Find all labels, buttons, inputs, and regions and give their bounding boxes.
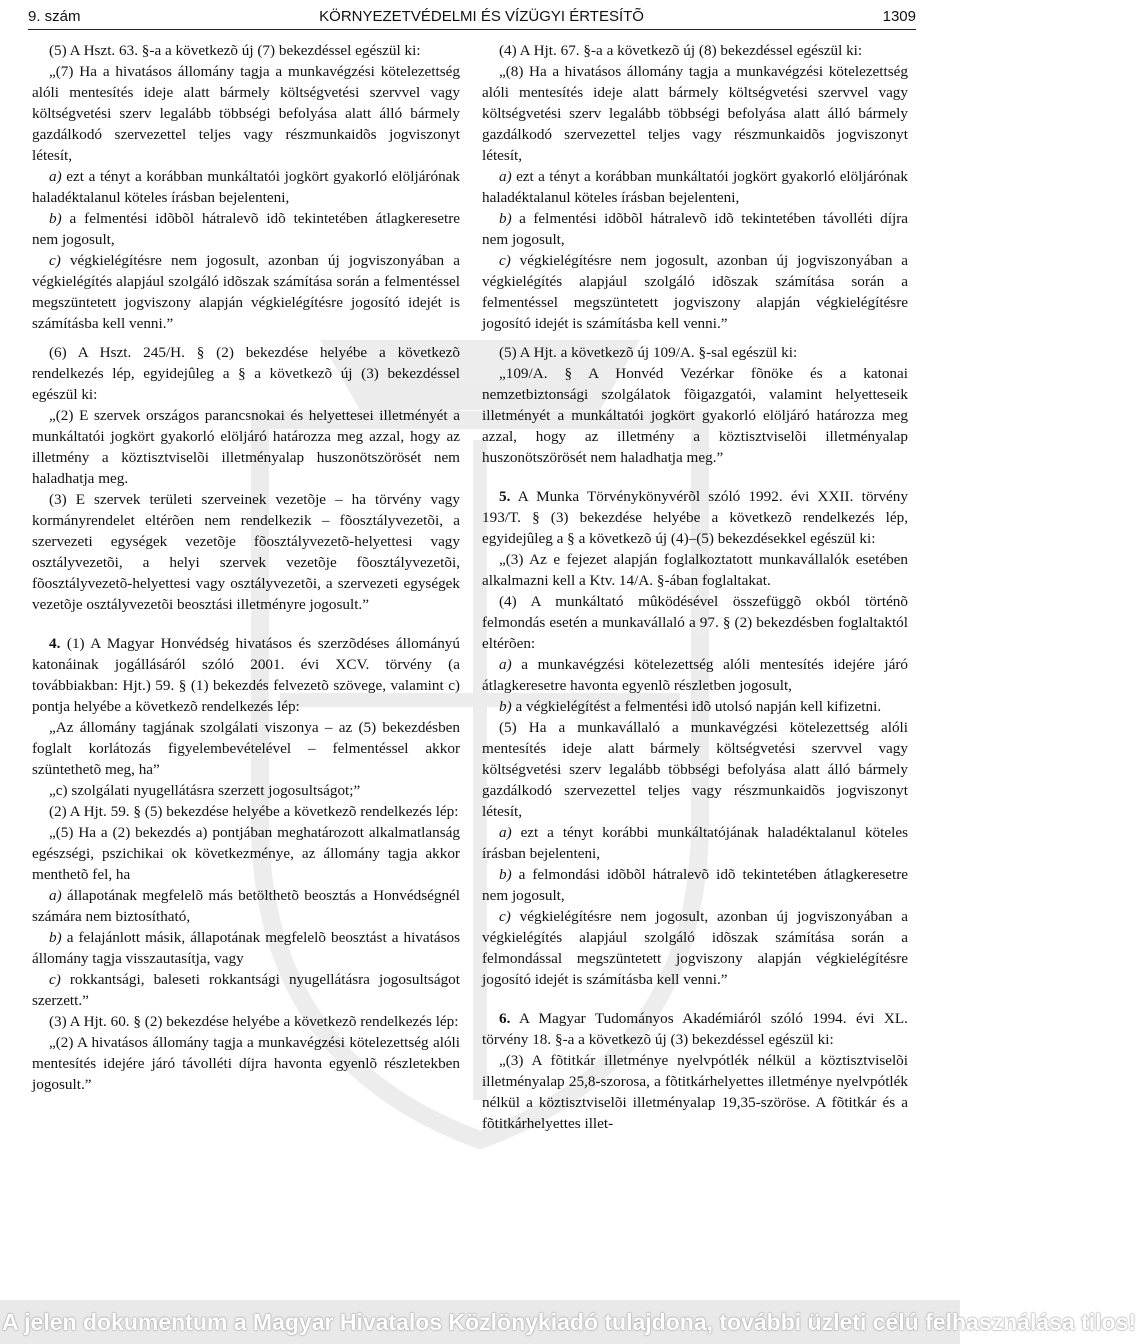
point-label: a) (499, 168, 512, 185)
paragraph (482, 363, 908, 468)
paragraph-text: rokkantsági, baleseti rokkantsági nyugellátásra jogosultságot szerzett.” (32, 971, 460, 1009)
point-label: b) (499, 210, 512, 227)
page-header (28, 4, 916, 28)
paragraph-text: „Az állomány tagjának szolgálati viszonya – az (5) bekezdésben foglalt korlátozás figyelembevételével – felmentéssel akkor szüntethetõ meg, ha” (32, 719, 460, 778)
paragraph (482, 717, 908, 822)
point-label: c) (499, 908, 511, 925)
paragraph-text: a felmentési idõbõl hátralevõ idõ tekintetében távolléti díjra nem jogosult, (482, 210, 908, 248)
issue-number: 9. szám (28, 7, 81, 25)
point-label: a) (49, 168, 62, 185)
paragraph-text: (5) Ha a munkavállaló a munkavégzési kötelezettség alóli mentesítés ideje alatt bármely költségvetési szervvel vagy költségvetési szerv legalább többségi befolyása alatt álló bármely gazdálkodó szervezettel teljes vagy részmunkaidõs jogviszonyt létesít, (482, 719, 908, 820)
paragraph (482, 166, 908, 208)
paragraph-text: (2) A Hjt. 59. § (5) bekezdése helyébe a következõ rendelkezés lép: (49, 803, 459, 820)
left-column (32, 40, 460, 1284)
paragraph (32, 885, 460, 927)
point-label: b) (499, 698, 512, 715)
point-label: a) (499, 656, 512, 673)
paragraph-text: a felajánlott másik, állapotának megfelelõ beosztást a hivatásos állomány tagja visszautasítja, vagy (32, 929, 460, 967)
point-label: a) (499, 824, 512, 841)
paragraph-text: (5) A Hjt. a következõ új 109/A. §-sal egészül ki: (499, 344, 798, 361)
right-column (482, 40, 908, 1284)
paragraph-text: „(2) E szervek országos parancsnokai és helyettesei illetményét a munkáltatói jogkört gyakorló elöljáró határozza meg azzal, hogy az illetmény a köztisztviselõi illetményalap huszonötszörösét nem haladhatja meg. (32, 407, 460, 487)
point-label: b) (499, 866, 512, 883)
paragraph-text: (4) A munkáltató mûködésével összefüggõ okból történõ felmondás esetén a munkavállaló a 97. § (2) bekezdésben foglaltaktól eltérõen: (482, 593, 908, 652)
paragraph (32, 250, 460, 334)
paragraph-text: állapotának megfelelõ más betölthetõ beosztás a Honvédségnél számára nem biztosítható, (32, 887, 461, 925)
paragraph (32, 780, 460, 801)
paragraph (32, 633, 460, 717)
paragraph-text: „c) szolgálati nyugellátásra szerzett jogosultságot;” (49, 782, 361, 799)
paragraph-text: (3) E szervek területi szerveinek vezetõje – ha törvény vagy kormányrendelet eltérõen nem rendelkezik – fõosztályvezetõi, a szervezeti egységek vezetõje fõosztályvezetõ-helyettesi vagy osztályvezetõi, a helyi szervek vezetõje fõosztályvezetõi, fõosztályvezetõ-helyettesi vagy osztályvezetõi, a szervezeti egységek vezetõje osztályvezetõi beosztási illetményre jogosult.” (32, 491, 460, 613)
paragraph-text: „(3) Az e fejezet alapján foglalkoztatott munkavállalók esetében alkalmazni kell a Ktv. 14/A. §-ában foglaltakat. (482, 551, 908, 589)
paragraph (482, 250, 908, 334)
paragraph-text: ezt a tényt a korábban munkáltatói jogkört gyakorló elöljárónak haladéktalanul köteles írásban bejelenteni, (482, 168, 909, 206)
paragraph (482, 342, 908, 363)
paragraph-text: A Munka Törvénykönyvérõl szóló 1992. évi XXII. törvény 193/T. § (3) bekezdése helyébe a következõ rendelkezés lép, egyidejûleg a § a következõ új (4)–(5) bekezdésekkel egészül ki: (482, 488, 908, 547)
paragraph-text: a végkielégítést a felmentési idõ utolsó napján kell kifizetni. (515, 698, 882, 715)
paragraph (482, 696, 908, 717)
copyright-banner: A jelen dokumentum a Magyar Hivatalos Közlönykiadó tulajdona, további üzleti célú felhasználása tilos! (0, 1300, 960, 1344)
point-label: c) (49, 971, 61, 988)
section-number: 6. (499, 1010, 511, 1027)
paragraph (32, 405, 460, 489)
paragraph (482, 208, 908, 250)
paragraph (482, 591, 908, 654)
paragraph (482, 61, 908, 166)
paragraph (32, 342, 460, 405)
paragraph-text: végkielégítésre nem jogosult, azonban új jogviszonyában a végkielégítés alapjául szolgáló idõszak számítása során a felmentéssel megszüntetett jogviszony alapján végkielégítésre jogosító idejét is számításba kell venni.” (32, 252, 461, 332)
paragraph-text: (5) A Hszt. 63. §-a a következõ új (7) bekezdéssel egészül ki: (49, 42, 421, 59)
paragraph (482, 654, 908, 696)
paragraph (32, 489, 460, 615)
publication-title: KÖRNYEZETVÉDELMI ÉS VÍZÜGYI ÉRTESÍTÕ (319, 7, 644, 25)
paragraph (482, 40, 908, 61)
section-number: 4. (49, 635, 61, 652)
paragraph-text: „(3) A fõtitkár illetménye nyelvpótlék nélkül a köztisztviselõi illetményalap 25,8-szorosa, a fõtitkárhelyettes illetménye nyelvpótlék nélkül a köztisztviselõi illetményalap 19,35-szöröse. A fõtitkár és a fõtitkárhelyettes illet- (482, 1052, 908, 1132)
paragraph (482, 864, 908, 906)
paragraph-text: „109/A. § A Honvéd Vezérkar fõnöke és a katonai nemzetbiztonsági szolgálatok fõigazgatói, valamint helyetteseik illetményét a munkáltatói jogkört gyakorló elöljáró határozza meg azzal, hogy az illetmény a köztisztviselõi illetményalap huszonötszörösét nem haladhatja meg.” (482, 365, 908, 466)
paragraph (482, 1050, 908, 1134)
paragraph-text: „(8) Ha a hivatásos állomány tagja a munkavégzési kötelezettség alóli mentesítés ideje alatt bármely költségvetési szervvel vagy költségvetési szerv legalább többségi befolyása alatt álló bármely gazdálkodó szervezettel teljes vagy részmunkaidõs jogviszonyt létesít, (482, 63, 908, 164)
point-label: b) (49, 929, 62, 946)
paragraph (482, 1008, 908, 1050)
header-rule (28, 29, 916, 30)
paragraph (482, 486, 908, 549)
paragraph-text: ezt a tényt a korábban munkáltatói jogkört gyakorló elöljárónak haladéktalanul köteles írásban bejelenteni, (32, 168, 461, 206)
point-label: c) (49, 252, 61, 269)
paragraph-text: végkielégítésre nem jogosult, azonban új jogviszonyában a végkielégítés alapjául szolgáló idõszak számítása során a felmentéssel megszüntetett jogviszony alapján végkielégítésre jogosító idejét is számításba kell venni.” (482, 252, 908, 332)
paragraph (32, 927, 460, 969)
paragraph (482, 822, 908, 864)
paragraph-text: a felmondási idõbõl hátralevõ idõ tekintetében átlagkeresetre nem jogosult, (482, 866, 909, 904)
paragraph (32, 40, 460, 61)
paragraph-text: (1) A Magyar Honvédség hivatásos és szerzõdéses állományú katonáinak jogállásáról szóló 2001. évi XCV. törvény (a továbbiakban: Hjt.) 59. § (1) bekezdés felvezetõ szövege, valamint c) pontja helyébe a következõ rendelkezés lép: (32, 635, 460, 715)
paragraph-text: A Magyar Tudományos Akadémiáról szóló 1994. évi XL. törvény 18. §-a a következõ új (3) bekezdéssel egészül ki: (482, 1010, 908, 1048)
paragraph (32, 969, 460, 1011)
paragraph (32, 1011, 460, 1032)
paragraph-text: „(7) Ha a hivatásos állomány tagja a munkavégzési kötelezettség alóli mentesítés ideje alatt bármely költségvetési szervvel vagy költségvetési szerv legalább többségi befolyása alatt álló bármely gazdálkodó szervezettel teljes vagy részmunkaidõs jogviszonyt létesít, (32, 63, 460, 164)
paragraph (32, 822, 460, 885)
section-number: 5. (499, 488, 511, 505)
paragraph-text: a munkavégzési kötelezettség alóli mentesítés idejére járó átlagkeresetre havonta egyenlõ részletben jogosult, (482, 656, 909, 694)
paragraph (32, 61, 460, 166)
paragraph (482, 906, 908, 990)
paragraph-text: végkielégítésre nem jogosult, azonban új jogviszonyában a végkielégítés alapjául szolgáló idõszak számítása során a felmondással megszüntetett jogviszony alapján végkielégítésre jogosító idejét is számításba kell venni.” (482, 908, 908, 988)
point-label: c) (499, 252, 511, 269)
paragraph-text: (4) A Hjt. 67. §-a a következõ új (8) bekezdéssel egészül ki: (499, 42, 863, 59)
point-label: a) (49, 887, 62, 904)
paragraph-text: (6) A Hszt. 245/H. § (2) bekezdése helyébe a következõ rendelkezés lép, egyidejûleg a § a következõ új (3) bekezdéssel egészül ki: (32, 344, 460, 403)
page-number: 1309 (882, 7, 916, 25)
paragraph (32, 717, 460, 780)
paragraph-text: a felmentési idõbõl hátralevõ idõ tekintetében átlagkeresetre nem jogosult, (32, 210, 460, 248)
paragraph (482, 549, 908, 591)
paragraph-text: „(2) A hivatásos állomány tagja a munkavégzési kötelezettség alóli mentesítés idejére járó távolléti díjra havonta egyenlõ részletekben jogosult.” (32, 1034, 460, 1093)
paragraph-text: (3) A Hjt. 60. § (2) bekezdése helyébe a következõ rendelkezés lép: (49, 1013, 459, 1030)
point-label: b) (49, 210, 62, 227)
paragraph-text: „(5) Ha a (2) bekezdés a) pontjában meghatározott alkalmatlanság egészségi, pszichikai ok következménye, az állomány tagja akkor menthetõ fel, ha (32, 824, 460, 883)
paragraph (32, 1032, 460, 1095)
paragraph (32, 801, 460, 822)
paragraph (32, 208, 460, 250)
paragraph-text: ezt a tényt korábbi munkáltatójának haladéktalanul köteles írásban bejelenteni, (482, 824, 908, 862)
paragraph (32, 166, 460, 208)
